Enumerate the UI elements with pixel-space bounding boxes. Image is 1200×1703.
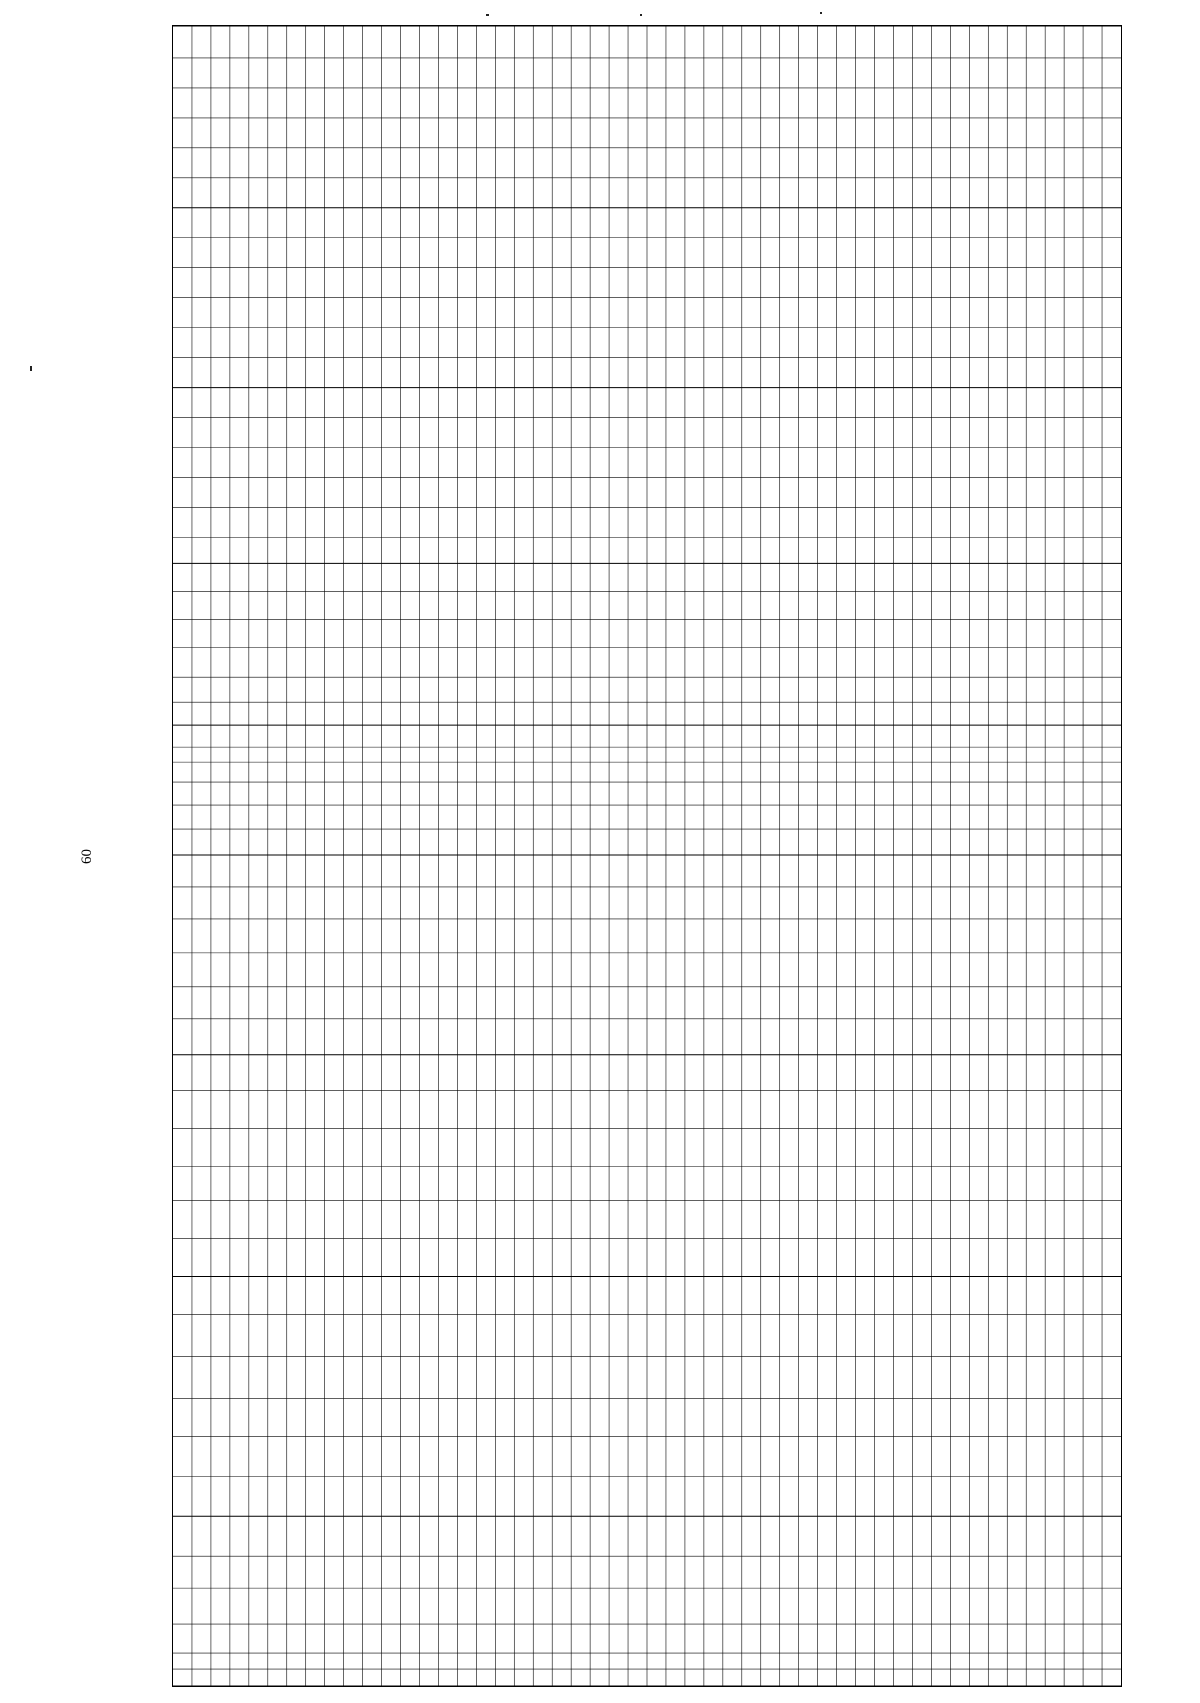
scan-speck (820, 12, 822, 14)
table-grid (173, 26, 1121, 1686)
scan-speck (640, 14, 642, 16)
rotated-data-table (172, 25, 1122, 1687)
scan-speck (30, 366, 32, 371)
page-number: 60 (79, 849, 95, 864)
scan-speck (486, 14, 489, 16)
